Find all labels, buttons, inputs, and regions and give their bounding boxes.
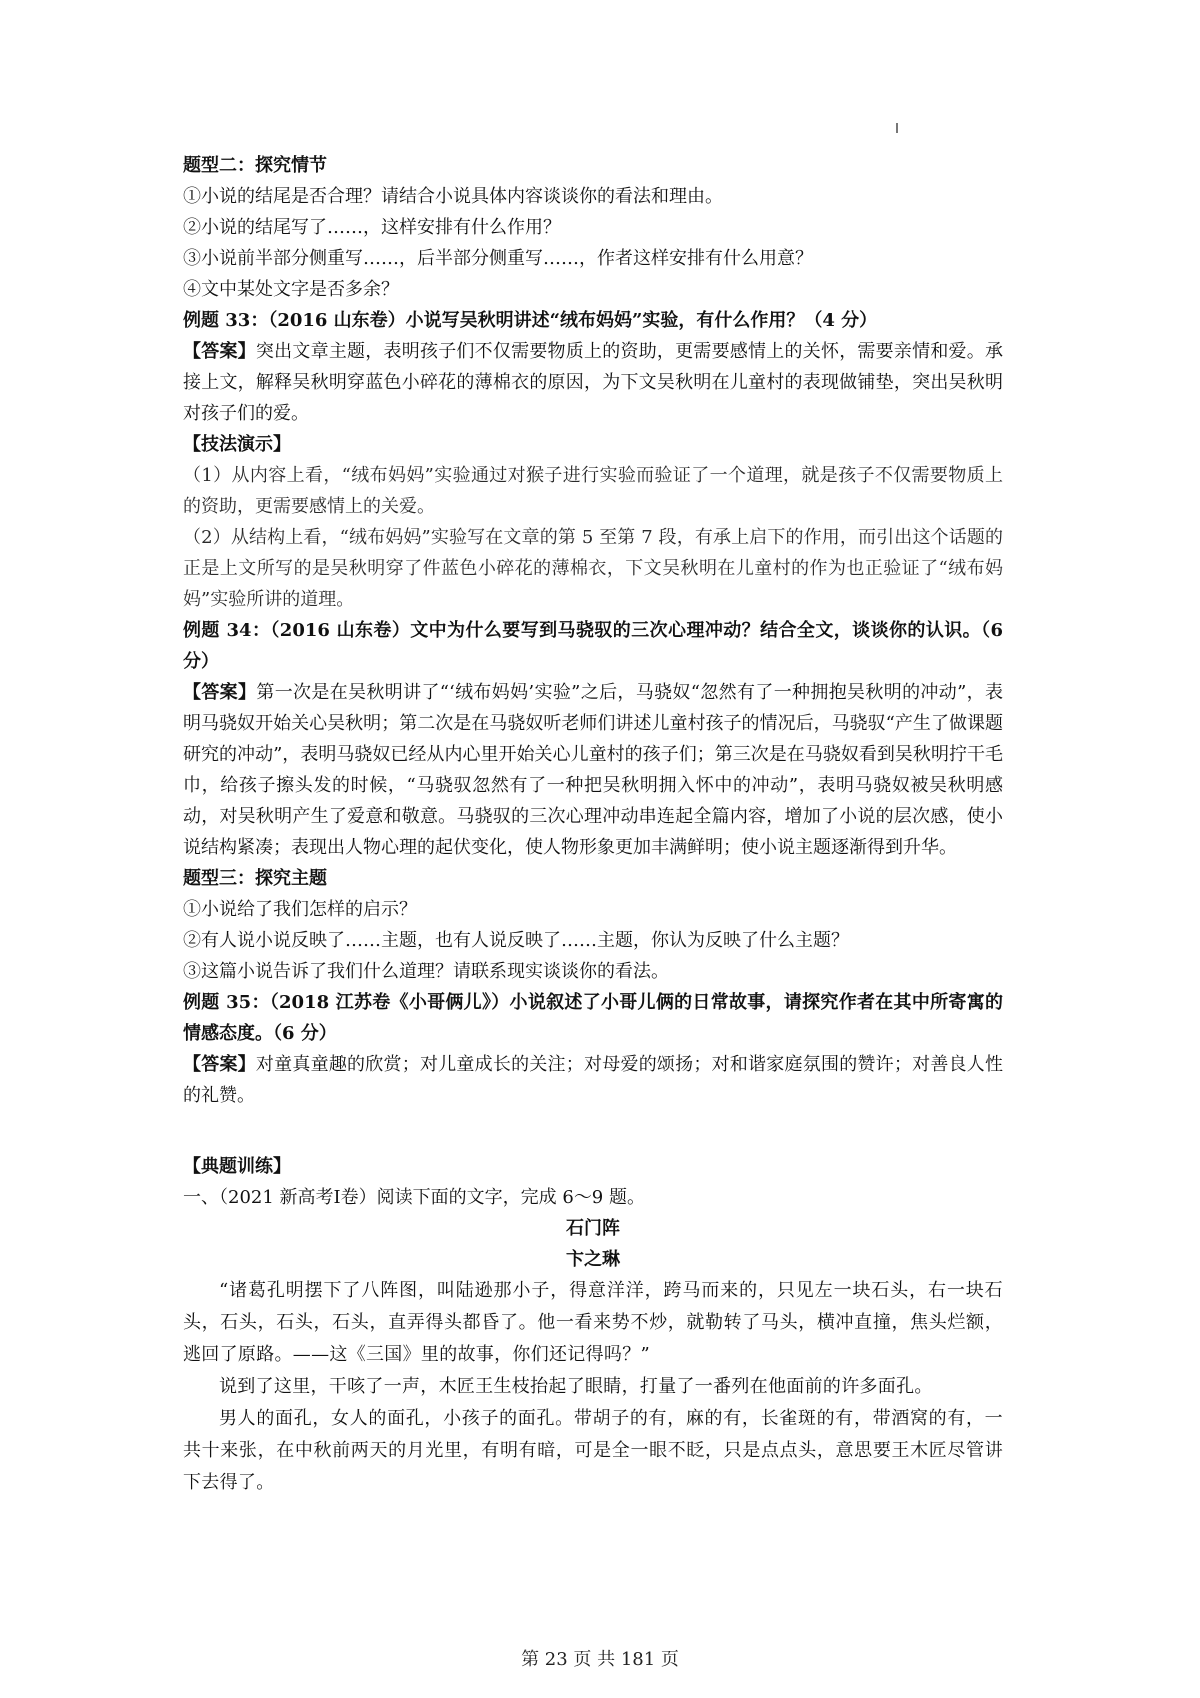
section2-item-4: ④文中某处文字是否多余？ xyxy=(183,279,399,300)
example-33-question: 例题 33：（2016 山东卷）小说写吴秋明讲述“绒布妈妈”实验，有什么作用？（4 分） xyxy=(183,310,878,331)
technique-heading: 【技法演示】 xyxy=(183,434,291,455)
answer-text: 第一次是在吴秋明讲了“‘绒布妈妈’实验”之后，马骁奴“忽然有了一种拥抱吴秋明的冲动”，表明马骁奴开始关心吴秋明；第二次是在马骁奴听老师们讲述儿童村孩子的情况后，马骁驭“产生了做课题研究的冲动”，表明马骁奴已经从内心里开始关心儿童村的孩子们；第三次是在马骁奴看到吴秋明拧干毛巾，给孩子擦头发的时候，“马骁驭忽然有了一种把吴秋明拥入怀中的冲动”，表明马骁奴被吴秋明感动，对吴秋明产生了爱意和敬意。马骁驭的三次心理冲动串连起全篇内容，增加了小说的层次感，使小说结构紧凑；表现出人物心理的起伏变化，使人物形象更加丰满鲜明；使小说主题逐渐得到升华。 xyxy=(183,682,1004,858)
answer-tag: 【答案】 xyxy=(183,1054,256,1075)
training-intro: 一、（2021 新高考Ⅰ卷）阅读下面的文字，完成 6～9 题。 xyxy=(183,1187,645,1208)
answer-text: 突出文章主题，表明孩子们不仅需要物质上的资助，更需要感情上的关怀，需要亲情和爱。承接上文，解释吴秋明穿蓝色小碎花的薄棉衣的原因，为下文吴秋明在儿童村的表现做铺垫，突出吴秋明对孩子们的爱。 xyxy=(183,341,1004,424)
page-number: 第 23 页 共 181 页 xyxy=(521,1649,679,1670)
technique-step-1: （1）从内容上看，“绒布妈妈”实验通过对猴子进行实验而验证了一个道理，就是孩子不仅需要物质上的资助，更需要感情上的关爱。 xyxy=(183,465,1003,517)
section3-item-2: ②有人说小说反映了……主题，也有人说反映了……主题，你认为反映了什么主题？ xyxy=(183,930,849,951)
story-title: 石门阵 xyxy=(566,1218,620,1239)
section3-heading: 题型三：探究主题 xyxy=(183,868,327,889)
section2-item-3: ③小说前半部分侧重写……，后半部分侧重写……，作者这样安排有什么用意？ xyxy=(183,248,813,269)
section3-item-3: ③这篇小说告诉了我们什么道理？请联系现实谈谈你的看法。 xyxy=(183,961,669,982)
example-35-answer xyxy=(183,1049,1003,1111)
story-paragraph-2: 说到了这里，干咳了一声，木匠王生枝抬起了眼睛，打量了一番列在他面前的许多面孔。 xyxy=(219,1376,933,1397)
example-34-answer xyxy=(183,677,1003,863)
example-34-question: 例题 34：（2016 山东卷）文中为什么要写到马骁驭的三次心理冲动？结合全文，谈谈你的认识。（6 分） xyxy=(183,620,1003,672)
answer-text: 对童真童趣的欣赏；对儿童成长的关注；对母爱的颂扬；对和谐家庭氛围的赞许；对善良人性的礼赞。 xyxy=(183,1054,1004,1106)
section3-item-1: ①小说给了我们怎样的启示？ xyxy=(183,899,417,920)
answer-tag: 【答案】 xyxy=(183,682,257,703)
story-paragraph-1: “诸葛孔明摆下了八阵图，叫陆逊那小子，得意洋洋，跨马而来的，只见左一块石头，右一块石头，石头，石头，石头，直弄得头都昏了。他一看来势不炒，就勒转了马头，横冲直撞，焦头烂额，逃回了原路。——这《三国》里的故事，你们还记得吗？” xyxy=(183,1280,1003,1365)
section2-item-2: ②小说的结尾写了……，这样安排有什么作用？ xyxy=(183,217,561,238)
story-author: 卞之琳 xyxy=(566,1249,620,1270)
example-35-question: 例题 35：（2018 江苏卷《小哥俩儿》）小说叙述了小哥儿俩的日常故事，请探究作者在其中所寄寓的情感态度。（6 分） xyxy=(183,992,1003,1044)
story-paragraph-3: 男人的面孔，女人的面孔，小孩子的面孔。带胡子的有，麻的有，长雀斑的有，带酒窝的有，一共十来张，在中秋前两天的月光里，有明有暗，可是全一眼不眨，只是点点头，意思要王木匠尽管讲下去得了。 xyxy=(183,1408,1003,1493)
section2-heading: 题型二：探究情节 xyxy=(183,155,327,176)
training-heading: 【典题训练】 xyxy=(183,1156,291,1177)
document-page xyxy=(183,150,1003,1499)
technique-step-2: （2）从结构上看，“绒布妈妈”实验写在文章的第 5 至第 7 段，有承上启下的作用，而引出这个话题的正是上文所写的是吴秋明穿了件蓝色小碎花的薄棉衣，下文吴秋明在儿童村的作为也正验证了“绒布妈妈”实验所讲的道理。 xyxy=(183,527,1003,610)
answer-tag: 【答案】 xyxy=(183,341,256,362)
example-33-answer xyxy=(183,336,1003,429)
page-mark xyxy=(896,123,898,133)
section2-item-1: ①小说的结尾是否合理？请结合小说具体内容谈谈你的看法和理由。 xyxy=(183,186,723,207)
